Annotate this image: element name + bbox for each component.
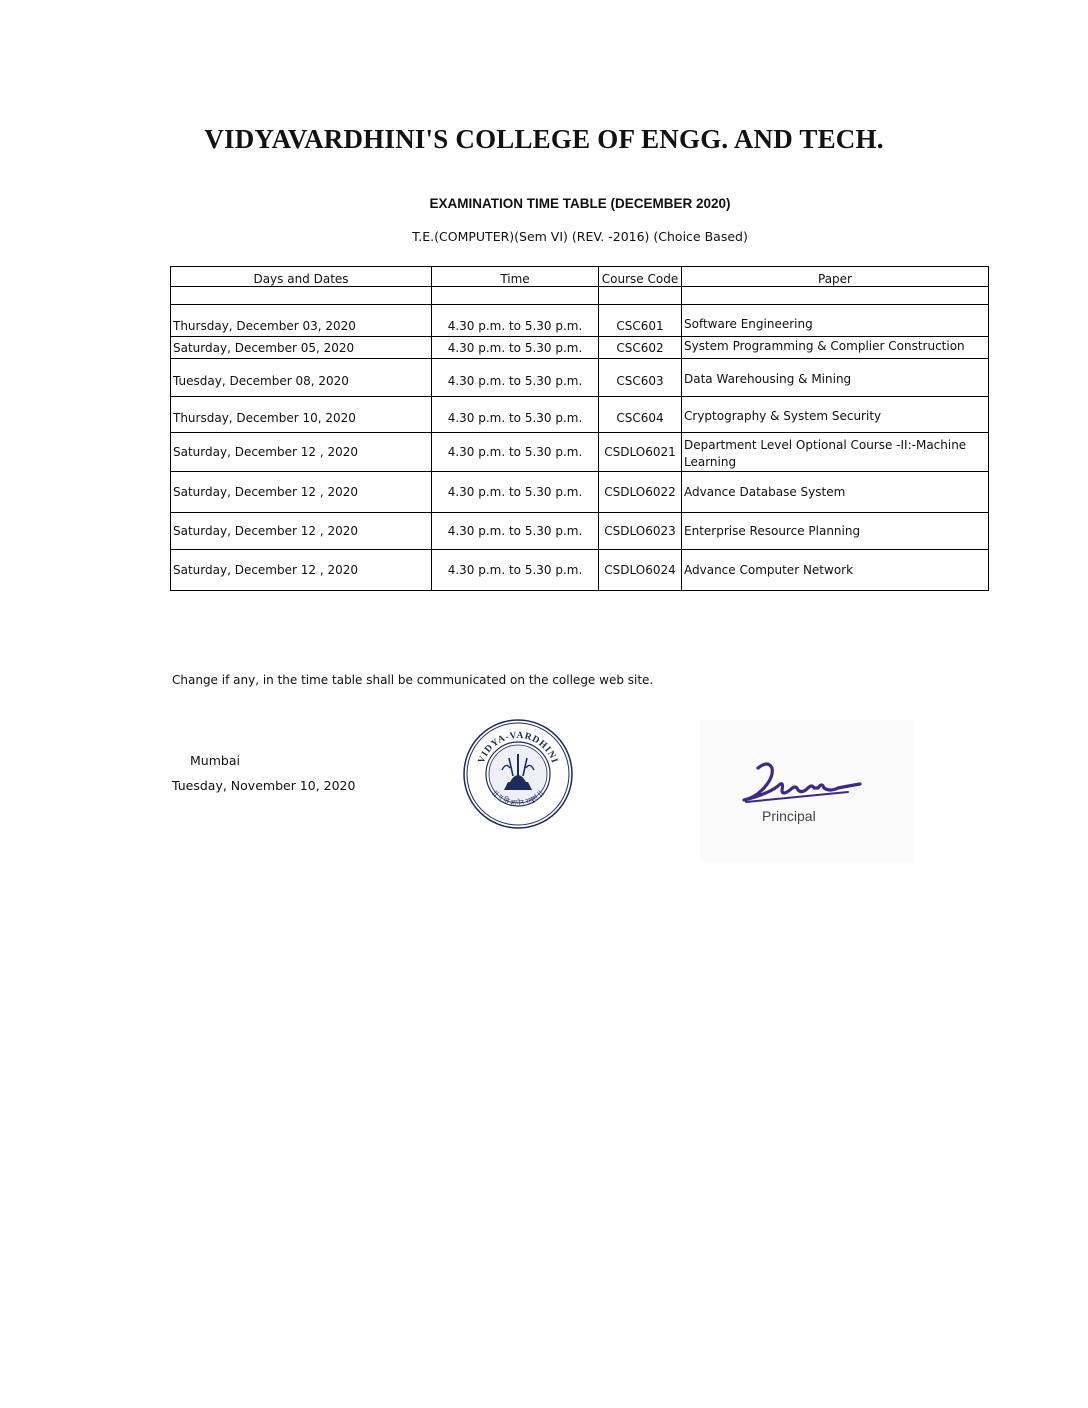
principal-signature bbox=[738, 758, 868, 808]
spacer-cell bbox=[682, 287, 989, 305]
exam-time: 4.30 p.m. to 5.30 p.m. bbox=[432, 550, 599, 591]
exam-time: 4.30 p.m. to 5.30 p.m. bbox=[432, 359, 599, 397]
exam-date: Saturday, December 12 , 2020 bbox=[171, 472, 432, 513]
exam-date: Saturday, December 05, 2020 bbox=[171, 337, 432, 359]
timetable bbox=[170, 266, 989, 591]
course-code: CSDLO6022 bbox=[599, 472, 682, 513]
table-row bbox=[171, 359, 989, 397]
seal-motto: || न हि ज्ञानेन सदृशं || bbox=[491, 789, 545, 808]
exam-title: EXAMINATION TIME TABLE (DECEMBER 2020) bbox=[429, 196, 731, 211]
paper-name: Advance Database System bbox=[682, 472, 989, 513]
table-row bbox=[171, 472, 989, 513]
seal-text: VIDYA-VARDHINI bbox=[476, 730, 560, 766]
exam-date: Saturday, December 12 , 2020 bbox=[171, 513, 432, 550]
table-spacer-row bbox=[171, 287, 989, 305]
col-header-days: Days and Dates bbox=[171, 267, 432, 287]
signatory-title: Principal bbox=[762, 808, 816, 824]
place-name: Mumbai bbox=[190, 753, 240, 768]
col-header-code: Course Code bbox=[599, 267, 682, 287]
exam-time: 4.30 p.m. to 5.30 p.m. bbox=[432, 472, 599, 513]
course-code: CSC604 bbox=[599, 397, 682, 433]
exam-date: Thursday, December 03, 2020 bbox=[171, 305, 432, 337]
paper-name: Data Warehousing & Mining bbox=[682, 359, 989, 397]
course-code: CSDLO6021 bbox=[599, 433, 682, 472]
college-name: VIDYAVARDHINI'S COLLEGE OF ENGG. AND TECH. bbox=[204, 124, 884, 154]
col-header-paper: Paper bbox=[682, 267, 989, 287]
paper-name: Enterprise Resource Planning bbox=[682, 513, 989, 550]
change-notice: Change if any, in the time table shall be communicated on the college web site. bbox=[172, 673, 654, 687]
paper-name: System Programming & Complier Construction bbox=[682, 337, 989, 359]
exam-subtitle: T.E.(COMPUTER)(Sem VI) (REV. -2016) (Choice Based) bbox=[412, 229, 748, 244]
course-code: CSC602 bbox=[599, 337, 682, 359]
table-row bbox=[171, 397, 989, 433]
table-row bbox=[171, 550, 989, 591]
spacer-cell bbox=[432, 287, 599, 305]
exam-date: Tuesday, December 08, 2020 bbox=[171, 359, 432, 397]
paper-name: Software Engineering bbox=[682, 305, 989, 337]
paper-name: Cryptography & System Security bbox=[682, 397, 989, 433]
exam-time: 4.30 p.m. to 5.30 p.m. bbox=[432, 305, 599, 337]
exam-time: 4.30 p.m. to 5.30 p.m. bbox=[432, 433, 599, 472]
exam-date: Saturday, December 12 , 2020 bbox=[171, 550, 432, 591]
course-code: CSC603 bbox=[599, 359, 682, 397]
table-row bbox=[171, 305, 989, 337]
course-code: CSDLO6024 bbox=[599, 550, 682, 591]
table-header-row bbox=[171, 267, 989, 287]
exam-date: Saturday, December 12 , 2020 bbox=[171, 433, 432, 472]
spacer-cell bbox=[171, 287, 432, 305]
paper-name: Department Level Optional Course -II:-Machine Learning bbox=[682, 433, 989, 472]
exam-time: 4.30 p.m. to 5.30 p.m. bbox=[432, 397, 599, 433]
table-row bbox=[171, 513, 989, 550]
col-header-time: Time bbox=[432, 267, 599, 287]
course-code: CSC601 bbox=[599, 305, 682, 337]
paper-name: Advance Computer Network bbox=[682, 550, 989, 591]
exam-date: Thursday, December 10, 2020 bbox=[171, 397, 432, 433]
exam-time: 4.30 p.m. to 5.30 p.m. bbox=[432, 513, 599, 550]
spacer-cell bbox=[599, 287, 682, 305]
table-row bbox=[171, 433, 989, 472]
college-seal-icon bbox=[462, 718, 574, 830]
exam-time: 4.30 p.m. to 5.30 p.m. bbox=[432, 337, 599, 359]
issue-date: Tuesday, November 10, 2020 bbox=[172, 778, 356, 793]
table-row bbox=[171, 337, 989, 359]
course-code: CSDLO6023 bbox=[599, 513, 682, 550]
